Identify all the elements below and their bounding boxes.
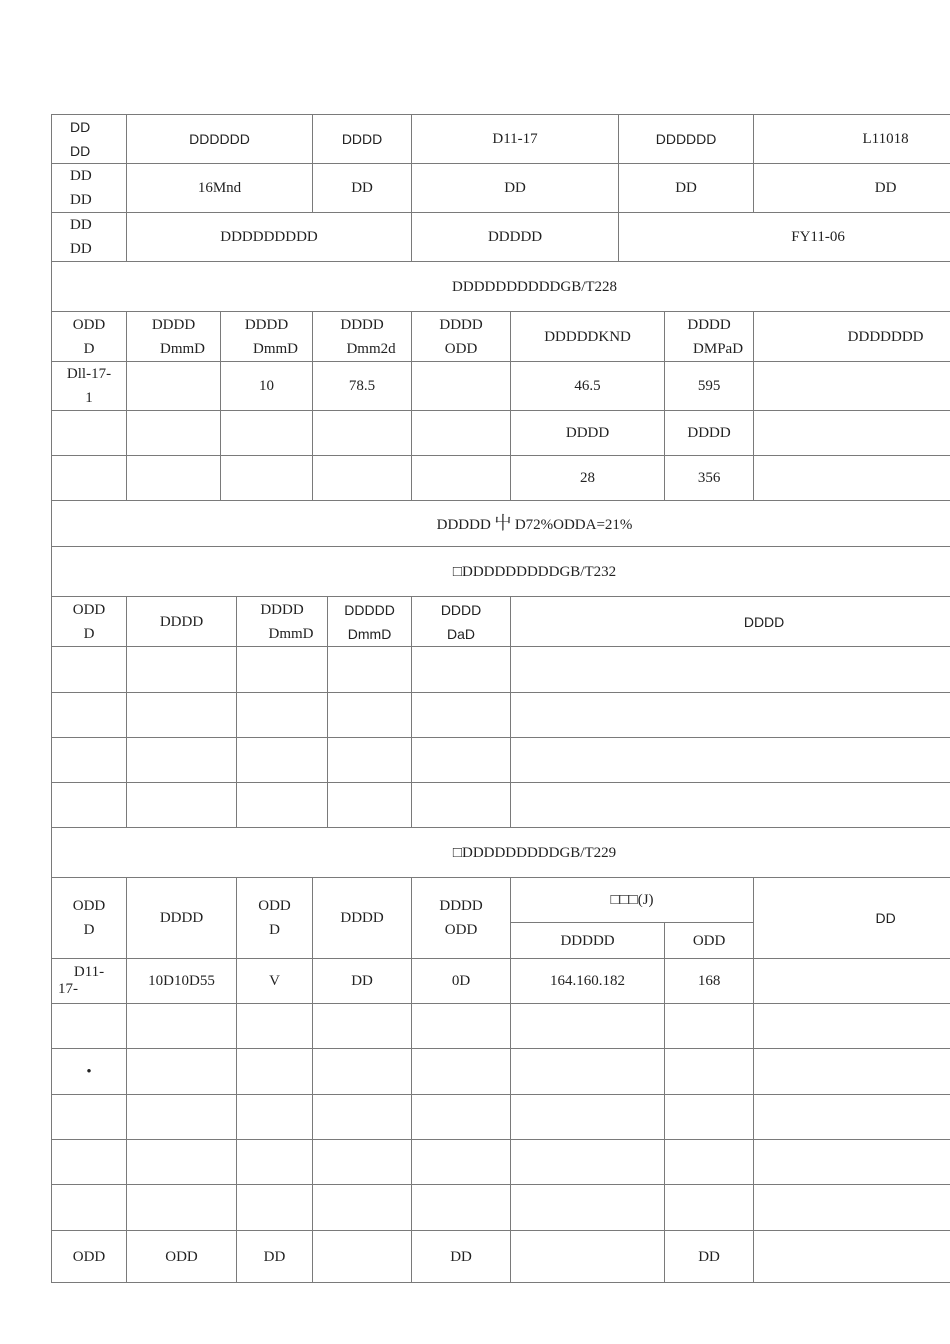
impact-row (52, 1095, 950, 1140)
table-cell (52, 738, 127, 783)
table-cell: DD (313, 959, 412, 1004)
column-header: DDDDDKND (511, 312, 665, 362)
table-cell (511, 1004, 665, 1049)
column-header: DDDD DaD (412, 597, 511, 647)
column-header: DDDD DmmD (237, 597, 328, 647)
table-cell (127, 1185, 237, 1231)
table-cell (52, 1004, 127, 1049)
table-cell (313, 411, 412, 456)
column-header: ODD D (237, 878, 313, 959)
signature-cell (511, 1231, 665, 1283)
table-cell (412, 411, 511, 456)
table-cell (127, 456, 221, 501)
header-row-3 (52, 213, 950, 262)
table-cell (665, 1049, 754, 1095)
bend-row (52, 783, 950, 828)
table-cell (412, 693, 511, 738)
table-cell (665, 1185, 754, 1231)
table-cell (127, 783, 237, 828)
table-cell (754, 959, 950, 1004)
table-cell: V (237, 959, 313, 1004)
table-cell: 356 (665, 456, 754, 501)
header-cell: DDDD (313, 115, 412, 164)
table-cell (313, 1140, 412, 1185)
table-cell (328, 738, 412, 783)
bend-section-title: □DDDDDDDDDGB/T232 (52, 547, 950, 597)
column-header: DDDD Dmm2d (313, 312, 412, 362)
header-cell: DD (313, 164, 412, 213)
header-label: DD DD (52, 115, 127, 164)
table-cell (237, 1095, 313, 1140)
table-cell (52, 1095, 127, 1140)
bullet-mark: • (86, 1063, 92, 1080)
header-row-1 (52, 115, 950, 164)
table-cell (412, 362, 511, 411)
table-cell (52, 1049, 127, 1095)
bend-section-title-row (52, 547, 950, 597)
table-cell (511, 783, 950, 828)
column-header: DDDD (127, 597, 237, 647)
table-cell (313, 456, 412, 501)
table-cell (237, 783, 328, 828)
tensile-section-title-row (52, 262, 950, 312)
table-cell (221, 411, 313, 456)
table-cell (511, 693, 950, 738)
header-label: DD DD (52, 213, 127, 262)
table-cell (412, 1095, 511, 1140)
column-header: DDDD DmmD (221, 312, 313, 362)
signature-cell (313, 1231, 412, 1283)
table-cell (665, 1004, 754, 1049)
table-cell (412, 738, 511, 783)
table-cell (237, 738, 328, 783)
table-cell: 28 (511, 456, 665, 501)
impact-row (52, 1004, 950, 1049)
tensile-row (52, 411, 950, 456)
column-header: ODD D (52, 597, 127, 647)
table-cell (412, 1185, 511, 1231)
column-header: DDDD (127, 878, 237, 959)
table-cell (127, 693, 237, 738)
table-cell (754, 1095, 950, 1140)
tensile-section-title: DDDDDDDDDDGB/T228 (52, 262, 950, 312)
impact-row (52, 959, 950, 1004)
table-cell (328, 693, 412, 738)
table-cell (127, 647, 237, 693)
table-cell (237, 1004, 313, 1049)
column-header: ODD D (52, 878, 127, 959)
table-cell (412, 1049, 511, 1095)
table-cell (412, 1140, 511, 1185)
table-cell: 10 (221, 362, 313, 411)
table-cell (52, 647, 127, 693)
header-label: DD DD (52, 164, 127, 213)
table-cell (511, 1049, 665, 1095)
footer-label: DD (412, 1231, 511, 1283)
table-cell (412, 783, 511, 828)
impact-row (52, 1185, 950, 1231)
table-cell (412, 1004, 511, 1049)
column-header: DDDD (511, 597, 950, 647)
table-cell (127, 1140, 237, 1185)
header-cell: DDDDDD (619, 115, 754, 164)
bend-row (52, 647, 950, 693)
table-cell (52, 1140, 127, 1185)
table-cell: 46.5 (511, 362, 665, 411)
bend-row (52, 738, 950, 783)
column-header: DDDDD DmmD (328, 597, 412, 647)
footer-label: ODD (52, 1231, 127, 1283)
table-cell (52, 456, 127, 501)
header-cell: 16Mnd (127, 164, 313, 213)
inspection-report (51, 114, 924, 1283)
column-header: DDDD ODD (412, 878, 511, 959)
impact-section-title: □DDDDDDDDDGB/T229 (52, 828, 950, 878)
table-cell (127, 738, 237, 783)
table-cell (52, 783, 127, 828)
sample-id-cell: D11- 17- (52, 959, 127, 1004)
header-cell: DD (619, 164, 754, 213)
table-cell (511, 738, 950, 783)
table-cell: 164.160.182 (511, 959, 665, 1004)
header-cell: DDDDDD (127, 115, 313, 164)
table-cell (237, 693, 328, 738)
column-header: DDDD DMPaD (665, 312, 754, 362)
sample-id-cell: Dll-17- 1 (52, 362, 127, 411)
table-cell (511, 1140, 665, 1185)
table-cell (127, 1049, 237, 1095)
impact-row (52, 1140, 950, 1185)
table-cell (313, 1004, 412, 1049)
table-cell (237, 1049, 313, 1095)
table-cell (221, 456, 313, 501)
table-cell (511, 647, 950, 693)
column-header: DDDD DmmD (127, 312, 221, 362)
footer-label: DD (237, 1231, 313, 1283)
table-cell (412, 647, 511, 693)
tensile-row (52, 362, 950, 411)
table-cell: 168 (665, 959, 754, 1004)
table-cell: DDDD (511, 411, 665, 456)
table-cell (313, 1049, 412, 1095)
tensile-note: DDDDD 屮 D72%ODDA=21% (52, 501, 950, 547)
footer-label: DD (665, 1231, 754, 1283)
table-cell (754, 1185, 950, 1231)
table-cell (665, 1140, 754, 1185)
column-header: DD (754, 878, 950, 959)
impact-header-row (52, 878, 950, 923)
table-cell: 78.5 (313, 362, 412, 411)
table-cell: 10D10D55 (127, 959, 237, 1004)
table-cell (52, 1185, 127, 1231)
header-row-2 (52, 164, 950, 213)
table-cell (127, 362, 221, 411)
column-header: DDDDDDD (754, 312, 950, 362)
tensile-row (52, 456, 950, 501)
column-header: DDDD ODD (412, 312, 511, 362)
table-cell (127, 411, 221, 456)
table-cell (313, 1185, 412, 1231)
column-subheader: DDDDD (511, 923, 665, 959)
header-cell: FY11-06 (619, 213, 950, 262)
table-cell (754, 456, 950, 501)
column-header: DDDD (313, 878, 412, 959)
table-cell (665, 1095, 754, 1140)
table-cell (754, 1004, 950, 1049)
table-cell (754, 1140, 950, 1185)
table-cell (127, 1004, 237, 1049)
header-cell: D11-17 (412, 115, 619, 164)
table-cell: DDDD (665, 411, 754, 456)
table-cell (511, 1185, 665, 1231)
impact-section-title-row (52, 828, 950, 878)
table-cell (754, 362, 950, 411)
header-cell: DDDDDDDDD (127, 213, 412, 262)
table-cell (313, 1095, 412, 1140)
report-table (51, 114, 950, 1283)
header-cell: DDDDD (412, 213, 619, 262)
column-header: ODD D (52, 312, 127, 362)
tensile-header-row (52, 312, 950, 362)
table-cell (52, 693, 127, 738)
table-cell (754, 1049, 950, 1095)
table-cell (754, 411, 950, 456)
table-cell (52, 411, 127, 456)
table-cell (328, 647, 412, 693)
table-cell (237, 1185, 313, 1231)
footer-label: ODD (127, 1231, 237, 1283)
table-cell (237, 647, 328, 693)
bend-header-row (52, 597, 950, 647)
header-cell: L11018 (754, 115, 950, 164)
table-cell (237, 1140, 313, 1185)
table-cell (412, 456, 511, 501)
signature-cell (754, 1231, 950, 1283)
header-cell: DD (412, 164, 619, 213)
table-cell (328, 783, 412, 828)
tensile-note-row (52, 501, 950, 547)
signature-row (52, 1231, 950, 1283)
table-cell: 595 (665, 362, 754, 411)
bend-row (52, 693, 950, 738)
table-cell: 0D (412, 959, 511, 1004)
table-cell (511, 1095, 665, 1140)
table-cell (127, 1095, 237, 1140)
header-cell: DD (754, 164, 950, 213)
column-header: □□□(J) (511, 878, 754, 923)
column-subheader: ODD (665, 923, 754, 959)
impact-row (52, 1049, 950, 1095)
